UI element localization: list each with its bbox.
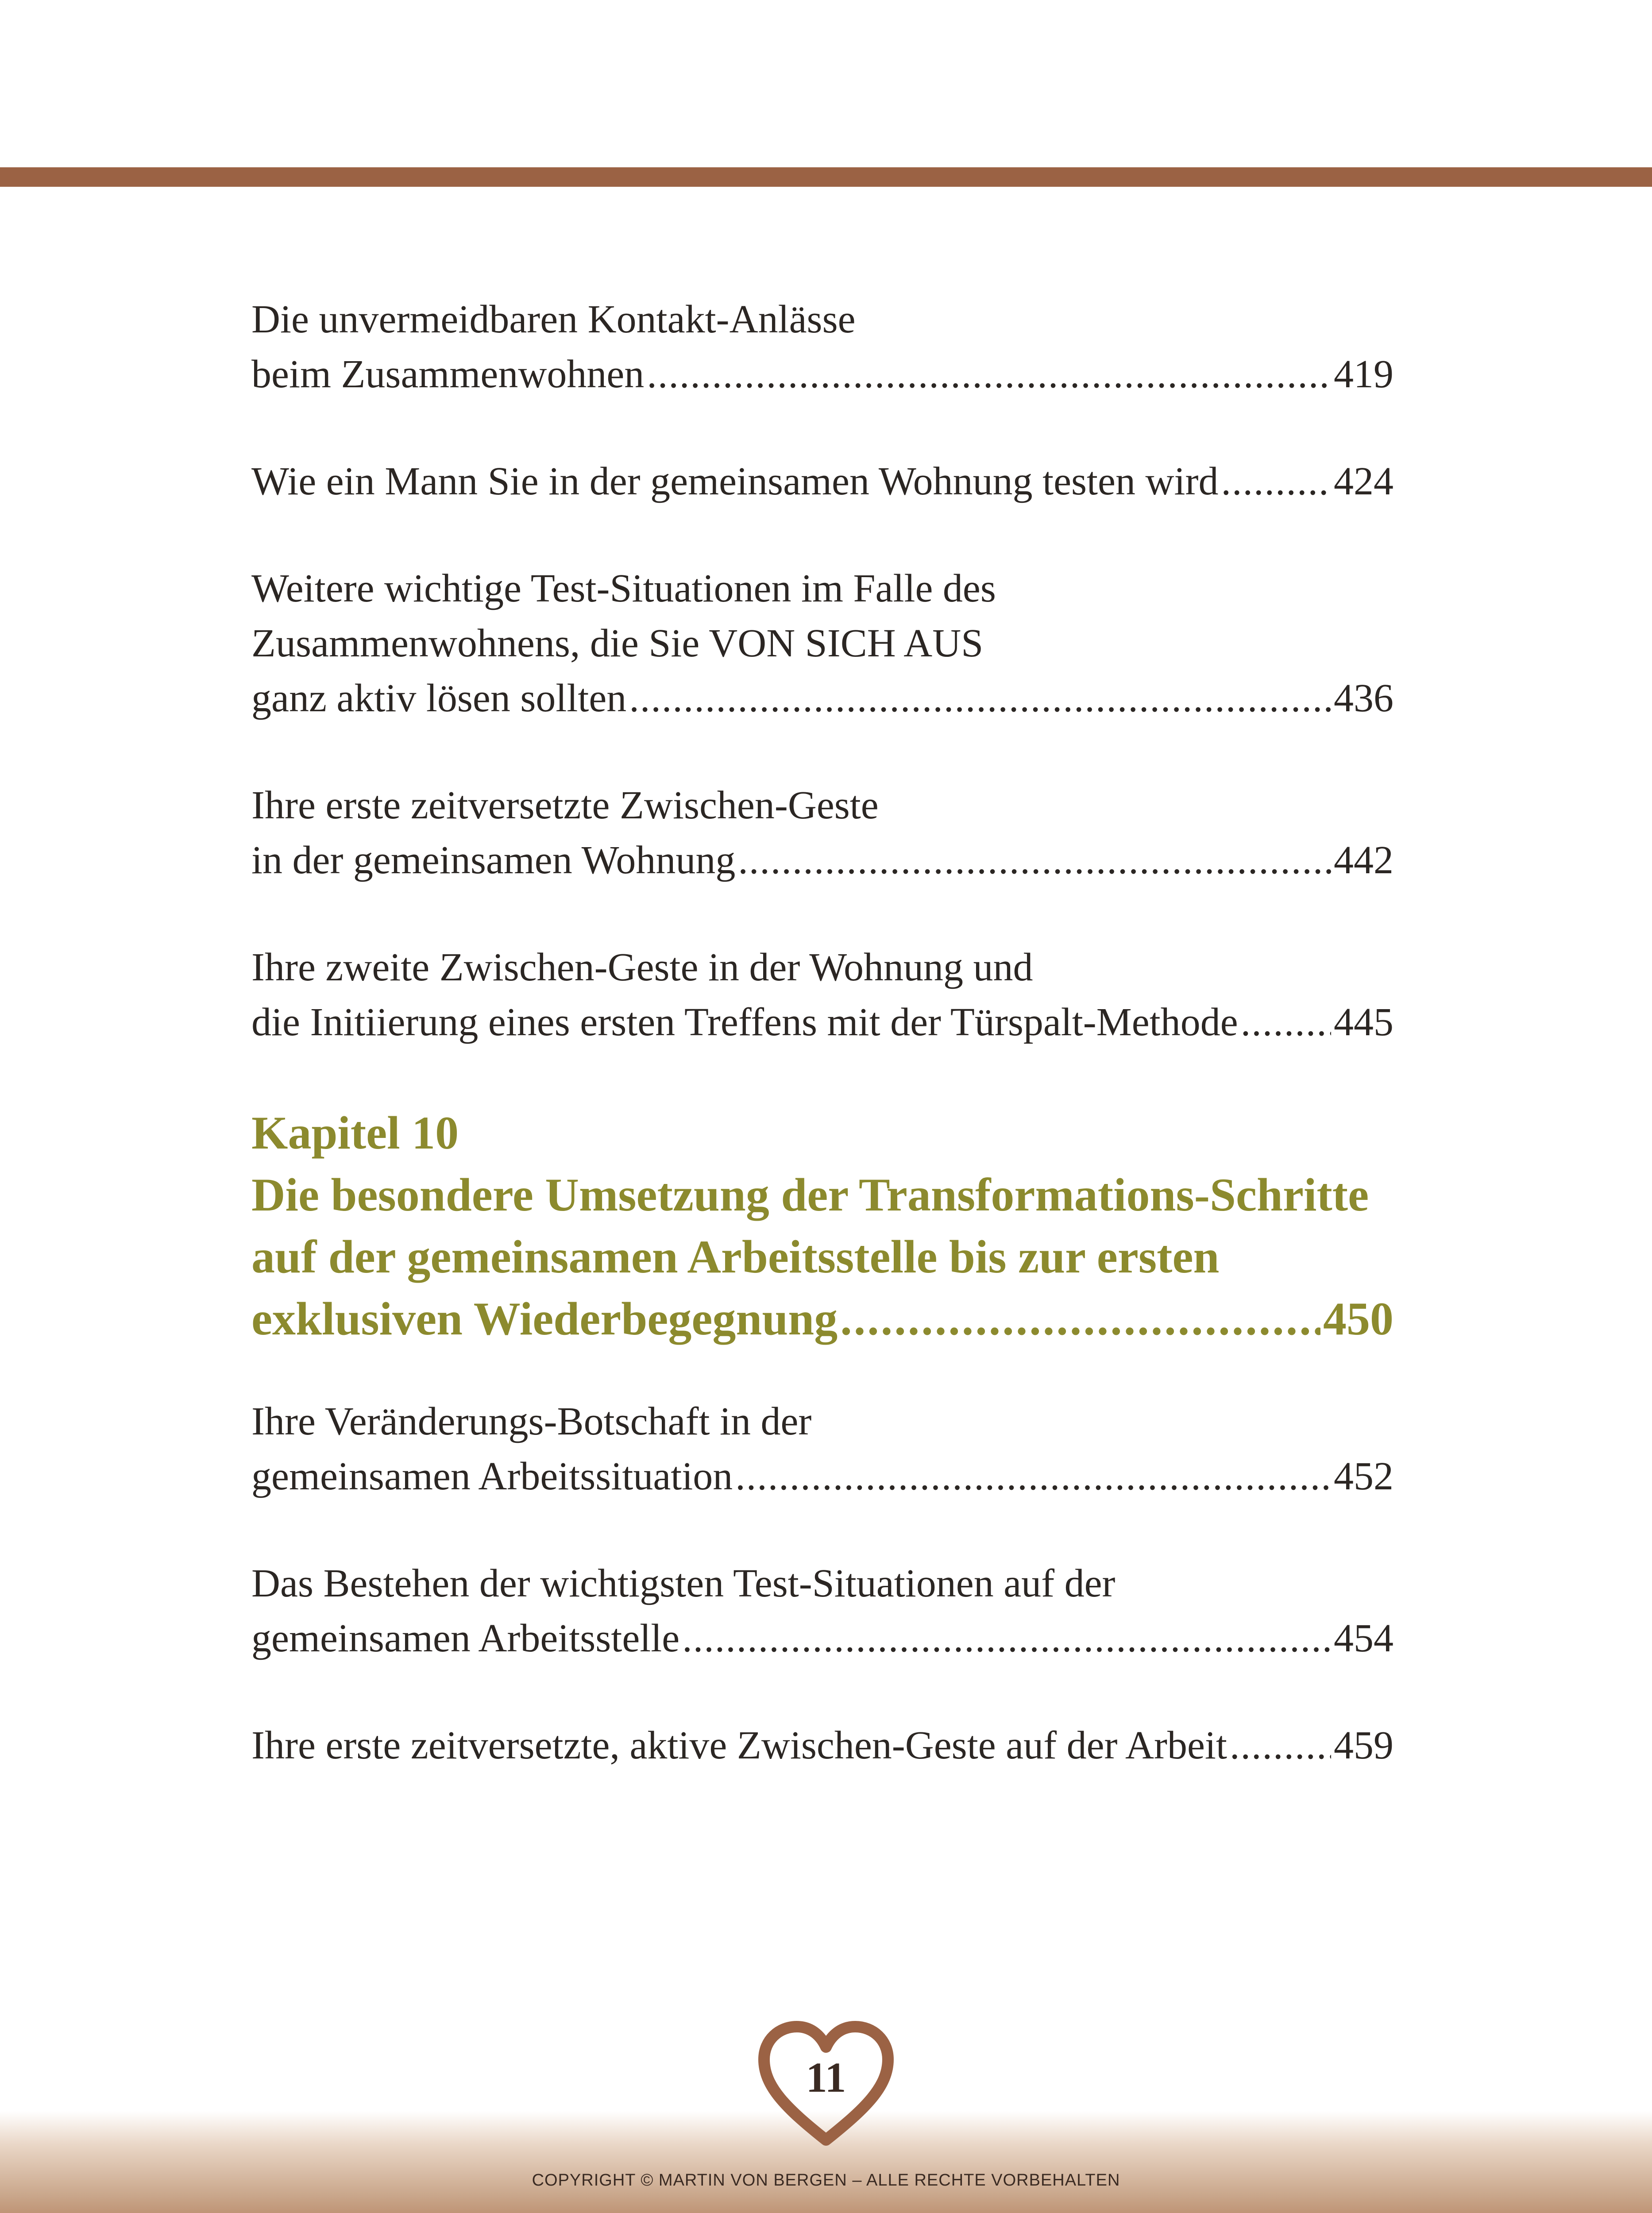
toc-entry-last-line (251, 995, 1393, 1050)
toc-entry-line: Ihre erste zeitversetzte Zwischen-Geste (251, 783, 879, 827)
toc-page-number: 424 (1334, 459, 1393, 503)
toc-page-number: 442 (1334, 838, 1393, 882)
toc-entry-line: Ihre zweite Zwischen-Geste in der Wohnung und (251, 945, 1033, 989)
toc-entry[interactable] (251, 940, 1393, 1050)
toc-entry-text: in der gemeinsamen Wohnung (251, 838, 736, 882)
toc-entry-line: Zusammenwohnens, die Sie VON SICH AUS (251, 621, 984, 665)
toc-entry-text: Ihre erste zeitversetzte, aktive Zwischen-Geste auf der Arbeit (251, 1723, 1227, 1767)
toc-page-number: 445 (1334, 1000, 1393, 1044)
toc-entry-line: Weitere wichtige Test-Situationen im Falle des (251, 567, 996, 610)
toc-entry[interactable] (251, 1556, 1393, 1666)
dot-leader (1241, 995, 1331, 1050)
toc-entry[interactable] (251, 778, 1393, 888)
chapter-title-line: Die besondere Umsetzung der Transformations-Schritte (251, 1169, 1369, 1221)
dot-leader (647, 347, 1331, 402)
toc-page-number: 436 (1334, 676, 1393, 720)
toc-page-number: 459 (1334, 1723, 1393, 1767)
toc-entry-last-line (251, 833, 1393, 888)
page-number: 11 (806, 2054, 846, 2101)
toc-entry[interactable] (251, 292, 1393, 402)
toc-chapter-heading[interactable] (251, 1102, 1393, 1350)
toc-entry-line: Die unvermeidbaren Kontakt-Anlässe (251, 297, 856, 341)
dot-leader (1221, 454, 1331, 509)
dot-leader (629, 671, 1331, 726)
toc-entry-last-line (251, 1449, 1393, 1504)
toc-entry[interactable] (251, 1394, 1393, 1504)
toc-entry[interactable] (251, 561, 1393, 726)
toc-entry-line: Das Bestehen der wichtigsten Test-Situationen auf der (251, 1561, 1115, 1605)
dot-leader (840, 1288, 1320, 1350)
chapter-title-last-line (251, 1288, 1393, 1350)
dot-leader (1230, 1718, 1331, 1773)
dot-leader (735, 1449, 1331, 1504)
toc-entry[interactable] (251, 1718, 1393, 1773)
dot-leader (682, 1611, 1331, 1666)
top-divider (0, 167, 1652, 187)
toc-entry-last-line (251, 671, 1393, 726)
toc-entry[interactable] (251, 454, 1393, 509)
chapter-label: Kapitel 10 (251, 1107, 459, 1159)
toc-entry-line: Ihre Veränderungs-Botschaft in der (251, 1400, 812, 1443)
copyright-notice: COPYRIGHT © MARTIN VON BERGEN – ALLE RECHTE VORBEHALTEN (532, 2171, 1120, 2190)
dot-leader (738, 833, 1331, 888)
toc-entry-last-line (251, 347, 1393, 402)
toc-entry-text: gemeinsamen Arbeitssituation (251, 1454, 733, 1498)
chapter-title-text: exklusiven Wiederbegegnung (251, 1293, 838, 1345)
chapter-title-line: auf der gemeinsamen Arbeitsstelle bis zur ersten (251, 1231, 1220, 1283)
toc-entry-text: gemeinsamen Arbeitsstelle (251, 1616, 680, 1660)
toc-entry-last-line (251, 1718, 1393, 1773)
toc-page-number: 454 (1334, 1616, 1393, 1660)
toc-page-number: 452 (1334, 1454, 1393, 1498)
toc-entry-text: Wie ein Mann Sie in der gemeinsamen Wohnung testen wird (251, 459, 1219, 503)
toc-entry-text: ganz aktiv lösen sollten (251, 676, 627, 720)
toc-entry-text: die Initiierung eines ersten Treffens mit der Türspalt-Methode (251, 1000, 1238, 1044)
toc-entry-text: beim Zusammenwohnen (251, 352, 645, 396)
toc-entry-last-line (251, 454, 1393, 509)
toc-page-number: 419 (1334, 352, 1393, 396)
table-of-contents (251, 292, 1393, 1773)
chapter-page-number: 450 (1323, 1293, 1393, 1345)
toc-entry-last-line (251, 1611, 1393, 1666)
